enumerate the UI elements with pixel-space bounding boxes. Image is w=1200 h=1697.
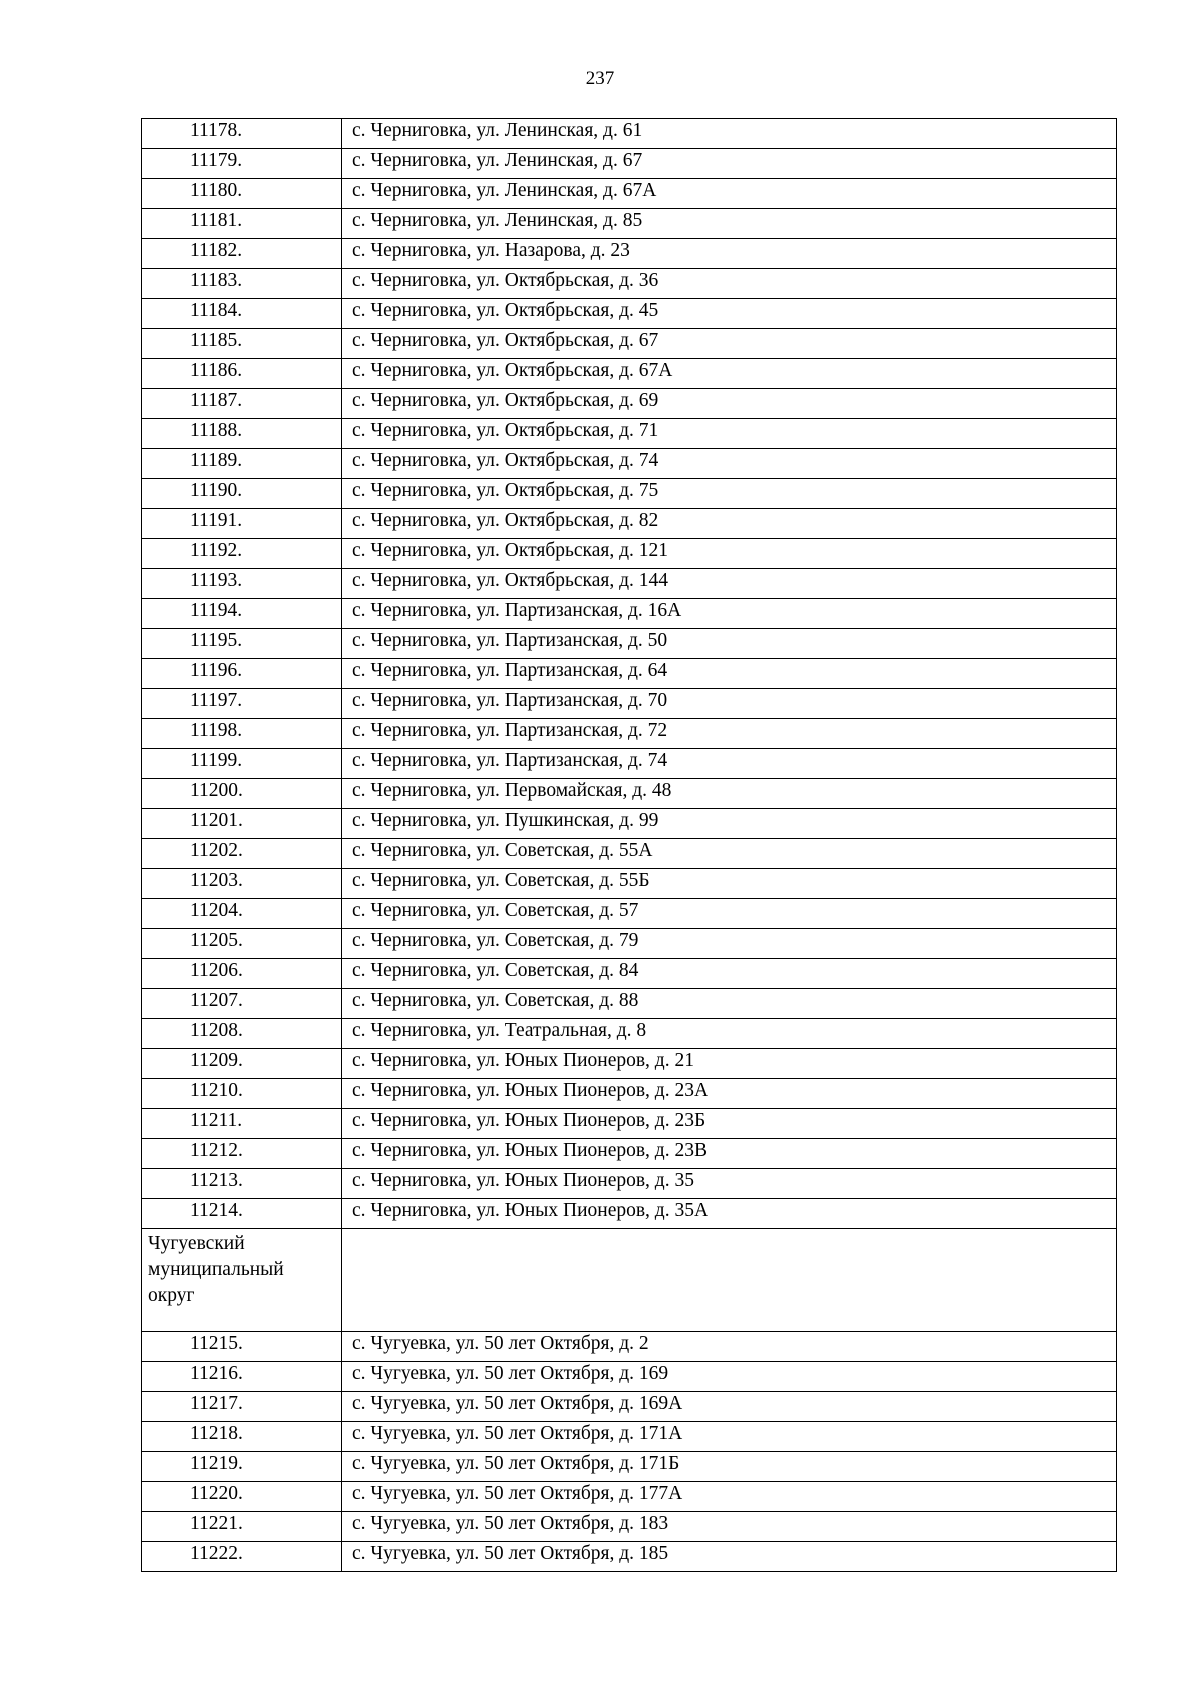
row-address: с. Черниговка, ул. Ленинская, д. 67 <box>342 149 1117 179</box>
table-row <box>142 1482 1117 1512</box>
table-row <box>142 539 1117 569</box>
table-row <box>142 119 1117 149</box>
table-row <box>142 809 1117 839</box>
table-row <box>142 299 1117 329</box>
row-number: 11181. <box>142 209 342 239</box>
table-body-after <box>142 1332 1117 1572</box>
row-address: с. Чугуевка, ул. 50 лет Октября, д. 169 <box>342 1362 1117 1392</box>
row-address: с. Черниговка, ул. Ленинская, д. 85 <box>342 209 1117 239</box>
table-row <box>142 1079 1117 1109</box>
row-number: 11185. <box>142 329 342 359</box>
row-number: 11178. <box>142 119 342 149</box>
row-number: 11213. <box>142 1169 342 1199</box>
row-number: 11182. <box>142 239 342 269</box>
row-number: 11198. <box>142 719 342 749</box>
table-row <box>142 419 1117 449</box>
table-row <box>142 959 1117 989</box>
table-row <box>142 179 1117 209</box>
row-address: с. Черниговка, ул. Советская, д. 84 <box>342 959 1117 989</box>
table-row <box>142 719 1117 749</box>
district-section <box>142 1229 1117 1332</box>
table-row <box>142 899 1117 929</box>
district-heading-line: округ <box>148 1285 195 1306</box>
row-address: с. Черниговка, ул. Первомайская, д. 48 <box>342 779 1117 809</box>
row-address: с. Черниговка, ул. Октябрьская, д. 36 <box>342 269 1117 299</box>
table-row <box>142 389 1117 419</box>
table-row <box>142 329 1117 359</box>
district-empty-cell <box>342 1229 1117 1332</box>
table-row <box>142 1139 1117 1169</box>
row-address: с. Черниговка, ул. Советская, д. 55А <box>342 839 1117 869</box>
row-number: 11195. <box>142 629 342 659</box>
district-heading-line: муниципальный <box>148 1259 284 1280</box>
row-address: с. Черниговка, ул. Партизанская, д. 50 <box>342 629 1117 659</box>
table-row <box>142 1362 1117 1392</box>
row-address: с. Чугуевка, ул. 50 лет Октября, д. 177А <box>342 1482 1117 1512</box>
row-address: с. Черниговка, ул. Советская, д. 57 <box>342 899 1117 929</box>
row-address: с. Черниговка, ул. Юных Пионеров, д. 23Б <box>342 1109 1117 1139</box>
row-address: с. Черниговка, ул. Советская, д. 79 <box>342 929 1117 959</box>
row-number: 11189. <box>142 449 342 479</box>
table-row <box>142 1332 1117 1362</box>
row-address: с. Черниговка, ул. Пушкинская, д. 99 <box>342 809 1117 839</box>
row-number: 11207. <box>142 989 342 1019</box>
row-address: с. Черниговка, ул. Партизанская, д. 74 <box>342 749 1117 779</box>
table-row <box>142 629 1117 659</box>
row-address: с. Черниговка, ул. Партизанская, д. 16А <box>342 599 1117 629</box>
table-row <box>142 449 1117 479</box>
row-number: 11205. <box>142 929 342 959</box>
row-number: 11204. <box>142 899 342 929</box>
row-address: с. Чугуевка, ул. 50 лет Октября, д. 169А <box>342 1392 1117 1422</box>
row-address: с. Черниговка, ул. Партизанская, д. 72 <box>342 719 1117 749</box>
row-number: 11201. <box>142 809 342 839</box>
row-address: с. Черниговка, ул. Юных Пионеров, д. 35А <box>342 1199 1117 1229</box>
row-number: 11219. <box>142 1452 342 1482</box>
row-number: 11208. <box>142 1019 342 1049</box>
row-address: с. Черниговка, ул. Ленинская, д. 61 <box>342 119 1117 149</box>
row-address: с. Черниговка, ул. Октябрьская, д. 67А <box>342 359 1117 389</box>
row-number: 11192. <box>142 539 342 569</box>
table-row <box>142 779 1117 809</box>
row-address: с. Чугуевка, ул. 50 лет Октября, д. 185 <box>342 1542 1117 1572</box>
table-row <box>142 569 1117 599</box>
table-body-before <box>142 119 1117 1229</box>
table-row <box>142 209 1117 239</box>
address-table <box>141 118 1117 1572</box>
row-number: 11206. <box>142 959 342 989</box>
row-number: 11191. <box>142 509 342 539</box>
row-number: 11203. <box>142 869 342 899</box>
row-number: 11196. <box>142 659 342 689</box>
row-number: 11211. <box>142 1109 342 1139</box>
row-number: 11179. <box>142 149 342 179</box>
row-number: 11214. <box>142 1199 342 1229</box>
table-row <box>142 1542 1117 1572</box>
page-number: 237 <box>585 68 615 89</box>
row-number: 11188. <box>142 419 342 449</box>
table-row <box>142 1392 1117 1422</box>
row-number: 11220. <box>142 1482 342 1512</box>
table-row <box>142 1199 1117 1229</box>
district-heading-row <box>142 1229 1117 1332</box>
table-row <box>142 1512 1117 1542</box>
table-row <box>142 929 1117 959</box>
row-number: 11221. <box>142 1512 342 1542</box>
table-row <box>142 269 1117 299</box>
row-number: 11212. <box>142 1139 342 1169</box>
table-row <box>142 839 1117 869</box>
table-row <box>142 869 1117 899</box>
table-row <box>142 1109 1117 1139</box>
table-row <box>142 659 1117 689</box>
row-number: 11180. <box>142 179 342 209</box>
table-row <box>142 1169 1117 1199</box>
row-address: с. Черниговка, ул. Советская, д. 88 <box>342 989 1117 1019</box>
row-address: с. Черниговка, ул. Юных Пионеров, д. 23А <box>342 1079 1117 1109</box>
row-address: с. Черниговка, ул. Октябрьская, д. 69 <box>342 389 1117 419</box>
table-row <box>142 1452 1117 1482</box>
row-address: с. Черниговка, ул. Театральная, д. 8 <box>342 1019 1117 1049</box>
row-address: с. Черниговка, ул. Октябрьская, д. 82 <box>342 509 1117 539</box>
row-number: 11197. <box>142 689 342 719</box>
table-row <box>142 989 1117 1019</box>
row-address: с. Чугуевка, ул. 50 лет Октября, д. 171Б <box>342 1452 1117 1482</box>
table-row <box>142 1049 1117 1079</box>
row-address: с. Черниговка, ул. Октябрьская, д. 144 <box>342 569 1117 599</box>
table-row <box>142 149 1117 179</box>
row-address: с. Черниговка, ул. Октябрьская, д. 74 <box>342 449 1117 479</box>
row-address: с. Черниговка, ул. Юных Пионеров, д. 35 <box>342 1169 1117 1199</box>
table-row <box>142 1422 1117 1452</box>
row-address: с. Черниговка, ул. Октябрьская, д. 67 <box>342 329 1117 359</box>
row-address: с. Черниговка, ул. Советская, д. 55Б <box>342 869 1117 899</box>
row-number: 11183. <box>142 269 342 299</box>
row-number: 11215. <box>142 1332 342 1362</box>
row-address: с. Черниговка, ул. Назарова, д. 23 <box>342 239 1117 269</box>
row-number: 11218. <box>142 1422 342 1452</box>
row-number: 11184. <box>142 299 342 329</box>
row-address: с. Черниговка, ул. Юных Пионеров, д. 21 <box>342 1049 1117 1079</box>
row-address: с. Черниговка, ул. Октябрьская, д. 75 <box>342 479 1117 509</box>
row-number: 11190. <box>142 479 342 509</box>
row-number: 11186. <box>142 359 342 389</box>
row-address: с. Черниговка, ул. Партизанская, д. 70 <box>342 689 1117 719</box>
table-row <box>142 509 1117 539</box>
table-row <box>142 359 1117 389</box>
row-address: с. Черниговка, ул. Октябрьская, д. 121 <box>342 539 1117 569</box>
table-row <box>142 239 1117 269</box>
row-address: с. Чугуевка, ул. 50 лет Октября, д. 171А <box>342 1422 1117 1452</box>
row-number: 11222. <box>142 1542 342 1572</box>
row-number: 11217. <box>142 1392 342 1422</box>
table-row <box>142 749 1117 779</box>
district-heading-cell <box>142 1229 342 1332</box>
row-address: с. Черниговка, ул. Ленинская, д. 67А <box>342 179 1117 209</box>
row-address: с. Черниговка, ул. Октябрьская, д. 45 <box>342 299 1117 329</box>
row-number: 11193. <box>142 569 342 599</box>
table-row <box>142 689 1117 719</box>
district-heading-line: Чугуевский <box>148 1233 245 1254</box>
row-address: с. Черниговка, ул. Юных Пионеров, д. 23В <box>342 1139 1117 1169</box>
row-number: 11199. <box>142 749 342 779</box>
row-number: 11194. <box>142 599 342 629</box>
row-number: 11210. <box>142 1079 342 1109</box>
row-address: с. Чугуевка, ул. 50 лет Октября, д. 2 <box>342 1332 1117 1362</box>
table-row <box>142 599 1117 629</box>
table-row <box>142 479 1117 509</box>
row-address: с. Черниговка, ул. Октябрьская, д. 71 <box>342 419 1117 449</box>
row-number: 11209. <box>142 1049 342 1079</box>
row-address: с. Чугуевка, ул. 50 лет Октября, д. 183 <box>342 1512 1117 1542</box>
row-number: 11200. <box>142 779 342 809</box>
row-number: 11187. <box>142 389 342 419</box>
row-number: 11216. <box>142 1362 342 1392</box>
row-number: 11202. <box>142 839 342 869</box>
table-row <box>142 1019 1117 1049</box>
row-address: с. Черниговка, ул. Партизанская, д. 64 <box>342 659 1117 689</box>
